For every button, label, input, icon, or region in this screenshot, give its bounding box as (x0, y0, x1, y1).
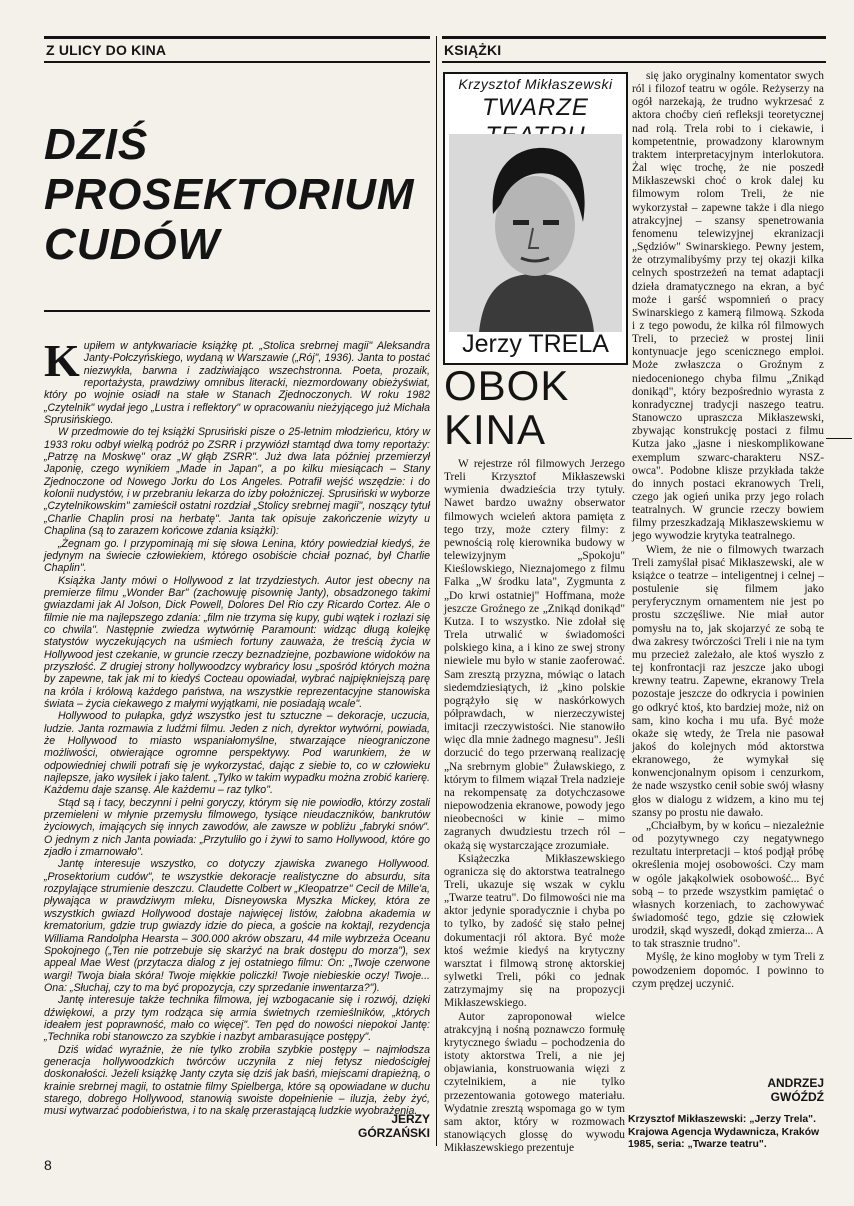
middle-column-text (444, 458, 625, 1155)
right-paragraph-4: Myślę, że kino mogłoby w tym Treli z powodzeniem dopomóc. I powinno to czym prędzej uczynić. (632, 951, 824, 990)
left-paragraph-7: Jantę interesuje wszystko, co dotyczy zjawiska zwanego Hollywood. „Prosektorium cudów", te wszystkie dekoracje realistyczne do absurdu, sita rozpylające strumienie deszczu. Claudette Colbert w „Kleopatrze" Cecil de Mille'a, pływająca w prawdziwym mleku, Disneyowska Myszka Mickey, która ze wszystkich gwiazd Hollywood dostaje najwięcej listów, żałobna akademia w krematorium, gdzie trup gwiazdy idzie do pieca, a goście na koktajl, rezydencja Williama Randolpha Hearsta – 300.000 akrów obszaru, 44 mile wybrzeża Oceanu Spokojnego („Ten nie potrzebuje się skarżyć na brak dostępu do morza"), sex appeal Mae West (przytacza dialog z jej ostatniego filmu: On: „Twoje czerwone wargi! Twoja biała skóra! Twoje miękkie policzki! Twoje niebieskie oczy! Twoje... Ona: „Słuchaj, czy to ma być propozycja, czy sprzedanie inwentarza?"). (44, 858, 430, 994)
top-rule-right (442, 36, 826, 39)
right-signature-line-1: ANDRZEJ (767, 1076, 824, 1090)
right-section-label: KSIĄŻKI (444, 42, 502, 58)
left-paragraph-9: Dziś widać wyraźnie, że nie tylko zrobiła szybkie postępy – najmłodsza generacja hollywoodzkich twórców uczyniła z niej fetysz niedościgłej doskonałości. Jeżeli książkę Janty czyta się dziś jak baśń, miejscami drapieżną, o krainie srebrnej magii, to ostatnie filmy Spielberga, które są opowiadane w duchu starego, dobrego Hollywood, stanowią swoiste dopełnienie – iluzja, żeby żyć, musi wytwarzać podobieństwa, i to na skalę przerastającą ludzkie wyobrażenia. (44, 1043, 430, 1118)
section-rule-left (44, 61, 430, 63)
cover-name: Jerzy TRELA (462, 330, 609, 358)
left-section-label: Z ULICY DO KINA (46, 42, 167, 58)
left-paragraph-2: W przedmowie do tej książki Sprusiński pisze o 25-letnim młodzieńcu, który w 1933 roku odbył wielką podróż po ZSRR i przywiózł stamtąd dwa tomy reportaży: „Patrzę na Moskwę" oraz „W głąb ZSRR". Już dwa lata później przemierzył Japonię, czego wynikiem „Made in Japan", a po kilku miesiącach – Stany Zjednoczone od Nowego Jorku do Los Angeles. Potrafił wejść wszędzie: i do kolonii nudystów, i w przebraniu lekarza do izby położniczej. Sprusiński w wyborze „Czytelnikowskim" zamieścił ostatni rozdział „Stolicy srebrnej magii", noszący tytuł „Charlie Chaplin prosi na herbatę". Janta tak opisuje zakończenie wizyty u Chaplina (są to zarazem końcowe zdania książki): (44, 426, 430, 538)
headline-line-2: PROSEKTORIUM (44, 170, 415, 219)
left-signature-line-1: JERZY (391, 1112, 430, 1126)
left-paragraph-8: Jantę interesuje także technika filmowa, jej wzbogacanie się i rozwój, dzięki dźwiękowi, a przy tym rodząca się armia świetnych rzemieślników, „których ideałem jest poprawność, mało co więcej". Ten pęd do nowości niepokoi Jantę: „Technika robi stanowczo za szybkie i nazbyt ambarasujące postępy". (44, 994, 430, 1044)
right-signature-line-2: GWÓŹDŹ (770, 1090, 824, 1104)
headline-line-3: CUDÓW (44, 220, 221, 269)
left-paragraph-4: Książka Janty mówi o Hollywood z lat trzydziestych. Autor jest obecny na premierze filmu „Wonder Bar" (zachowuję pisownię Janty), obsadzonego takimi gwiazdami jak Al Jolson, Dick Powell, Dolores Del Rio czy Ricardo Cortez. Ale o filmie nie ma najlepszego zdania: „film nie trzyma się kupy, gubi wątek i rozłazi się co chwila". Następnie zwiedza wytwórnię Paramount: widząc długą kolejkę statystów wyczekujących na uśmiech fortuny zauważa, że treścią życia w Hollywood jest czekanie, w gruncie rzeczy beznadziejne, pozbawione widoków na przyszłość. Z drugiej strony hollywoodzcy wybrańcy losu „spośród których można by zapewne, tak jak mi to kiedyś Cocteau opowiadał, wybrać najpiękniejszą parę na króla i królową każdego państwa, na wszystkie reprezentacyjne stanowiska świata – życia ciekawego z małymi wyjątkami, nie posiadają wcale". (44, 574, 430, 710)
headline-rule (44, 310, 430, 312)
section-rule-right (442, 61, 826, 63)
left-paragraph-6: Stąd są i tacy, beczynni i pełni goryczy, którym się nie powiodło, którzy zostali przemieleni w młynie przemysłu filmowego, tysiące nieudaczników, bankrutów życiowych, imających się innych zawodów, ale zawsze w pobliżu „fabryki snów". O jednym z nich Janta powiada: „Przytuliło go i żywi to samo Hollywood, które go zjadło i zmarnowało". (44, 796, 430, 859)
right-paragraph-3: „Chciałbym, by w końcu – niezależnie od pozytywnego czy negatywnego rezultatu interpretacji – ktoś podjął próbę określenia mojej osobowości. Czy mam w ogóle jakąkolwiek osobowość... Być sobą – to przede wszystkim pamiętać o własnych korzeniach, to zachowywać świadomość tego, gdzie się człowiek urodził, skąd wyszedł, dokąd zmierza... A to tak strasznie trudno". (632, 819, 824, 951)
middle-paragraph-1: W rejestrze ról filmowych Jerzego Treli Krzysztof Mikłaszewski wymienia dwadzieścia trzy tytuły. Nawet bardzo uważny obserwator filmowych wcieleń aktora pamięta z tego trzy, może cztery filmy: z pewnością rolę kierownika budowy w telewizyjnym „Spokoju" Kieślowskiego, Nieznajomego z filmu Falka „W środku lata", Zygmunta z „Do krwi ostatniej" Hoffmana, może jeszcze Groźnego ze „Znikąd donikąd" Kutza. I to wszystko. Nie zdołał się Trela utrwalić w świadomości polskiego kina, a i kino ze swej strony niewiele mu było w stanie zaoferować. Sam zresztą przyzna, mówiąc o latach siedemdziesiątych, iż „kino polskie pogrążyło się w naskórkowych półprawdach, w nierzeczywistej imitacji rzeczywistości. Nie stanowiło więc dla mnie żadnego magnesu". Jeśli dorzucić do tego przerwaną realizację „Na srebrnym globie" Żuławskiego, z którym to filmem wiązał Trela nadzieje na rekompensatę za dotychczasowe niepowodzenia ekranowe, powody jego nieobecności w kinie – mimo zagranych dwudziestu trzech ról – okażą się wystarczające zrozumiałe. (444, 458, 625, 852)
page-number: 8 (44, 1157, 52, 1173)
article-headline (44, 120, 434, 270)
right-column-text (632, 70, 824, 1072)
right-signature (700, 1076, 824, 1104)
cover-author: Krzysztof Mikłaszewski (458, 76, 613, 92)
left-paragraph-5: Hollywood to pułapka, gdyż wszystko jest tu sztuczne – dekoracje, uczucia, ludzie. Janta rozmawia z ludźmi filmu. Jeden z nich, dyrektor wytwórni, powiada, że Hollywood to miasto wspaniałomyślne, stwarzające nieograniczone możliwości, otwierające ogromne perspektywy. Pod warunkiem, że w odpowiedniej chwili potrafi się je wykorzystać, dając z siebie to, co w człowieku najlepsze, jako wysiłek i jako talent. „Tylko w takim wypadku można zrobić karierę. Każdemu daje szansę. Ale każdemu – raz tylko". (44, 710, 430, 797)
left-signature (300, 1112, 430, 1140)
right-headline (444, 364, 569, 452)
left-paragraph-1: upiłem w antykwariacie książkę pt. „Stolica srebrnej magii" Aleksandra Janty-Połczyńskiego, wydaną w Warszawie („Rój", 1936). Janta to postać niezwykła, barwna i zadziwiająco wszechstronna. Poeta, prozaik, reportażysta, prawdziwy omnibus literacki, niezmordowany obieżyświat, który po wojnie osiadł na stałe w Stanach Zjednoczonych. W roku 1982 „Czytelnik" wydał jego „Lustra i reflektory" w opracowaniu nieżyjącego już Michała Sprusińskiego. (44, 340, 430, 427)
column-divider-vertical (436, 36, 437, 1146)
cover-portrait-photo (449, 134, 622, 332)
right-paragraph-2: Wiem, że nie o filmowych twarzach Treli zamyślał pisać Mikłaszewski, ale w książce o teatrze – inteligentnej i celnej – postulenie się filmem jako peryferycznym ornamentem nie jest po prostu szczęśliwe. Nie miał autor pomysłu na to, jak skojarzyć ze sobą te dwa zakresy twórczości Treli i nie na tym mu przecież zależało, ale ktoś wyszło z tej konfrontacji raz jeszcze jako ubogi krewny teatru. Zapewne, ekranowy Trela pozostaje jeszcze do odkrycia i powinien go odkryć ktoś, kto bardziej może, niż on sam, kino kocha i mu ufa. Być może okaże się wtedy, że Trela nie pasował jakoś do kolejnych mód aktorstwa ekranowego, że wymykał się konwencjonalnym opisom i cenzurkom, że nade wszystko cenił sobie swój własny głos w dialogu z widzem, a kino mu tej szansy po prostu nie dawało. (632, 543, 824, 819)
portrait-illustration (449, 134, 622, 332)
book-cover (443, 72, 628, 365)
middle-paragraph-3: Autor zaproponował wielce atrakcyjną i nośną poznawczo formułę krytycznego świadu – pochodzenia do istoty aktorstwa Treli, a nie jej objawiania, konstruowania więzi z czytelnikiem, a nie tylko przezentowania gotowego materiału. Wydatnie zresztą wspomaga go w tym sam aktor, który w rozmowach stanowiących glossę do wywodu Mikłaszewskiego prezentuje (444, 1010, 625, 1155)
left-article-body (44, 335, 430, 1118)
left-paragraph-3: „Żegnam go. I przypominają mi się słowa Lenina, który powiedział kiedyś, że jedynym na świecie człowiekiem, którego osobiście chciał poznać, był Charlie Chaplin". (44, 537, 430, 575)
drop-cap: K (44, 335, 80, 386)
right-headline-line-1: OBOK (444, 362, 570, 409)
right-paragraph-1: się jako oryginalny komentator swych ról i filozof teatru w ogóle. Reżyserzy na ogół narzekają, że trudno wykrzesać z aktora choćby cień refleksji teoretycznej nad rolą. Trela robi to i ciekawie, i kompetentnie, prowadzony klarownym traktem interpretacyjnym interlokutora. Żal więc trochę, że nie poszedł Mikłaszewski choć o krok dalej ku filmowym rolom Treli, że nie wykorzystał – zapewne także i dla niego atrakcyjnej – szansy spenetrowania fenomenu telewizyjnej ekranizacji „Sędziów" Swinarskiego. Pewny jestem, że otrzymalibyśmy przy tej okazji kilka celnych spostrzeżeń na temat adaptacji dzieła dramatycznego na ekran, a być może i garść wspomnień o pracy Swinarskiego z kamerą filmową. Szkoda i z tego powodu, że kilka ról filmowych Treli, to przecież w prostej linii kontynuacje jego scenicznego emploi. Może zwłaszcza o Groźnym z niedocenionego chyba filmu „Znikąd donikąd", który bezpośrednio wyrasta z konradycznej tradycji naszego teatru. Stanowczo upraszcza Mikłaszewski, zbywając konstrukcję postaci z filmu Kutza jako „jasne i nieskomplikowane exemplum szwarc-charakteru NSZ-owca". Podobne klisze przykłada także do innych postaci ekranowych Treli, czego jak ogień unika przy jego rolach teatralnych. W gruncie rzeczy bowiem filmy przeszkadzają Mikłaszewskiemu w jego wywodzie krytyka teatralnego. (632, 70, 824, 543)
middle-paragraph-2: Książeczka Mikłaszewskiego ogranicza się do aktorstwa teatralnego Treli, ukazuje się wszak w cyklu „Twarze teatru". Do filmowości nie ma aktor jedynie sporadycznie i chyba po to tylko, by zadość się stało pełnej dokumentacji ról aktora. Być może ktoś weźmie kiedyś na krytyczny warsztat i filmową stronę aktorskiej sylwetki Treli, póki co jednak zatrzymajmy się na propozycji Mikłaszewskiego. (444, 852, 625, 1010)
cover-title: TWARZE (482, 94, 589, 121)
book-bibliography: Krzysztof Mikłaszewski: „Jerzy Trela". Krajowa Agencja Wydawnicza, Kraków 1985, seria: „Twarze teatru". (628, 1114, 820, 1151)
top-rule-left (44, 36, 430, 39)
right-headline-line-2: KINA (444, 406, 547, 453)
right-margin-mark (826, 438, 852, 439)
left-signature-line-2: GÓRZAŃSKI (358, 1126, 430, 1140)
headline-line-1: DZIŚ (44, 120, 149, 169)
